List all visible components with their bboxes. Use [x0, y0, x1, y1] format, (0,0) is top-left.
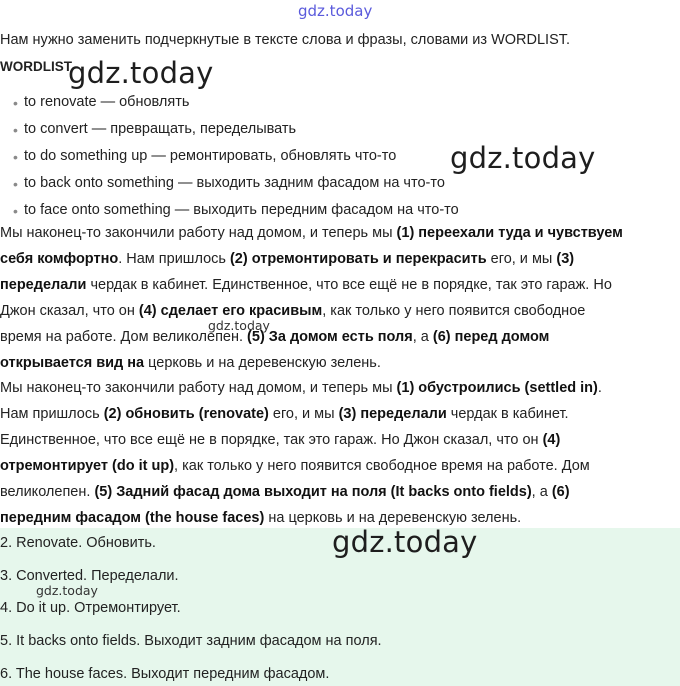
text-segment: Мы наконец-то закончили работу над домом, и теперь мы: [0, 380, 397, 396]
wordlist-title: WORDLIST: [0, 59, 72, 74]
watermark-top: gdz.today: [298, 2, 373, 20]
wordlist-item: to convert — превращать, переделывать: [24, 121, 297, 137]
highlighted-phrase: (4): [542, 432, 561, 448]
text-segment: .: [597, 380, 602, 396]
highlighted-phrase: (5) За домом есть поля: [247, 329, 413, 345]
text-segment: , как только у него появится свободное время на работе. Дом: [174, 458, 590, 474]
highlighted-phrase: (6) перед домом: [432, 329, 550, 345]
highlighted-phrase: (2) обновить (renovate): [103, 406, 269, 422]
paragraph-line: [0, 484, 570, 500]
text-segment: его, и мы: [486, 251, 557, 267]
text-segment: великолепен.: [0, 484, 95, 500]
answer-item: 2. Renovate. Обновить.: [0, 535, 156, 551]
paragraph-line: [0, 225, 623, 241]
highlighted-phrase: открывается вид на: [0, 355, 145, 371]
text-segment: Единственное, что все ещё не в порядке, так это гараж. Но Джон сказал, что он: [0, 432, 543, 448]
highlighted-phrase: (4) сделает его красивым: [138, 303, 323, 319]
text-segment: , а: [531, 484, 552, 500]
highlighted-phrase: (1) обустроились (settled in): [396, 380, 598, 396]
highlighted-phrase: отремонтирует (do it up): [0, 458, 175, 474]
watermark: gdz.today: [332, 525, 478, 559]
text-segment: на церковь и на деревенскую зелень.: [264, 510, 522, 526]
text-segment: чердак в кабинет. Единственное, что все ещё не в порядке, так это гараж. Но: [86, 277, 612, 293]
paragraph-line: [0, 251, 574, 267]
highlighted-phrase: переделали: [0, 277, 87, 293]
bullet-icon: •: [13, 176, 18, 192]
text-segment: , а: [412, 329, 433, 345]
highlighted-phrase: (6): [551, 484, 570, 500]
wordlist-item: to face onto something — выходить передним фасадом на что-то: [24, 202, 459, 218]
answer-item: 6. The house faces. Выходит передним фасадом.: [0, 666, 330, 682]
watermark: gdz.today: [36, 583, 98, 598]
watermark: gdz.today: [68, 56, 214, 90]
highlighted-phrase: себя комфортно: [0, 251, 119, 267]
bullet-icon: •: [13, 95, 18, 111]
wordlist-item: to back onto something — выходить задним фасадом на что-то: [24, 175, 445, 191]
paragraph-line: [0, 510, 521, 526]
text-segment: Джон сказал, что он: [0, 303, 139, 319]
text-segment: Мы наконец-то закончили работу над домом, и теперь мы: [0, 225, 397, 241]
highlighted-phrase: (2) отремонтировать и перекрасить: [229, 251, 487, 267]
text-segment: церковь и на деревенскую зелень.: [144, 355, 381, 371]
answer-item: 4. Do it up. Отремонтирует.: [0, 600, 181, 616]
watermark: gdz.today: [208, 318, 270, 333]
highlighted-phrase: (1) переехали туда и чувствуем: [396, 225, 623, 241]
text-segment: . Нам пришлось: [118, 251, 230, 267]
paragraph-line: [0, 432, 560, 448]
text-segment: его, и мы: [268, 406, 339, 422]
bullet-icon: •: [13, 149, 18, 165]
answer-item: 5. It backs onto fields. Выходит задним фасадом на поля.: [0, 633, 382, 649]
paragraph-line: [0, 303, 585, 319]
paragraph-line: [0, 329, 549, 345]
highlighted-phrase: (3) переделали: [338, 406, 447, 422]
paragraph-line: [0, 406, 569, 422]
wordlist-item: to renovate — обновлять: [24, 94, 190, 110]
highlighted-phrase: (5) Задний фасад дома выходит на поля (It backs onto fields): [94, 484, 532, 500]
wordlist-item: to do something up — ремонтировать, обновлять что-то: [24, 148, 397, 164]
paragraph-line: [0, 458, 590, 474]
bullet-icon: •: [13, 122, 18, 138]
watermark: gdz.today: [450, 141, 596, 175]
highlighted-phrase: передним фасадом (the house faces): [0, 510, 265, 526]
intro-text: Нам нужно заменить подчеркнутые в тексте слова и фразы, словами из WORDLIST.: [0, 32, 571, 48]
text-segment: чердак в кабинет.: [446, 406, 569, 422]
paragraph-line: [0, 355, 381, 371]
bullet-icon: •: [13, 203, 18, 219]
highlighted-phrase: (3): [556, 251, 575, 267]
text-segment: время на работе. Дом великолепен.: [0, 329, 248, 345]
answer-item: 3. Converted. Переделали.: [0, 568, 179, 584]
paragraph-line: [0, 380, 602, 396]
text-segment: , как только у него появится свободное: [322, 303, 586, 319]
text-segment: Нам пришлось: [0, 406, 104, 422]
paragraph-line: [0, 277, 612, 293]
